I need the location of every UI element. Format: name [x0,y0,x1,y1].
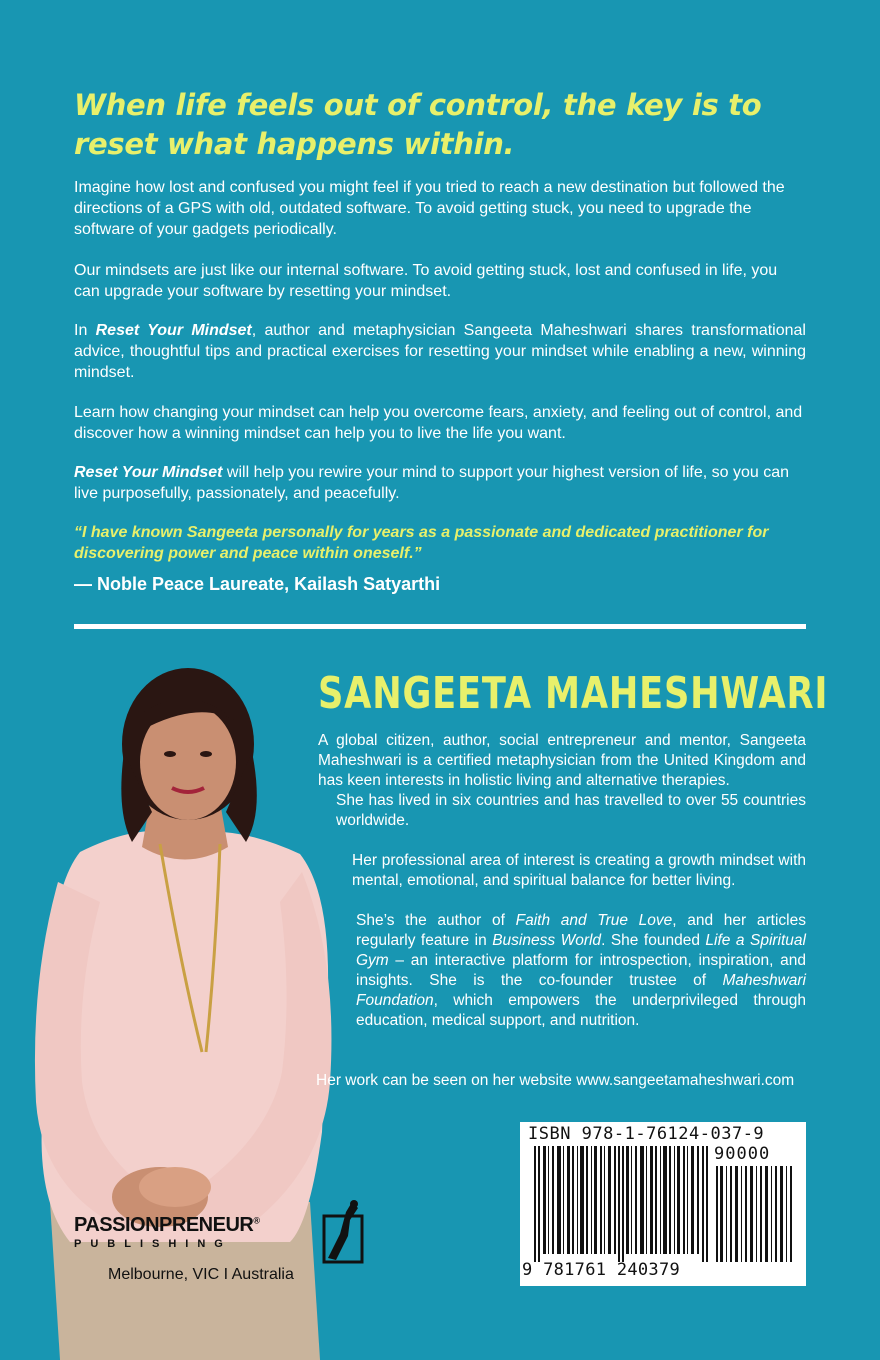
paragraph-mindset-software: Our mindsets are just like our internal software. To avoid getting stuck, lost and confused in life, you can upgrade your software by resetting your mindset. [74,262,778,300]
book-title: Faith and True Love [515,912,673,929]
bio-text: . She founded [601,932,706,949]
bio-text: – an interactive platform for introspection, inspiration, and insights. She is the co-founder trustee of [356,952,806,989]
price-barcode-bars [716,1166,796,1262]
publisher-sub: PUBLISHING [74,1238,232,1250]
price-code: 90000 [714,1144,771,1164]
publisher-location: Melbourne, VIC I Australia [108,1266,294,1283]
book-title: Reset Your Mindset [95,322,252,339]
publisher-name-text: PASSIONPRENEUR [74,1214,254,1236]
publication-name: Business World [492,932,602,949]
author-bio-interest: Her professional area of interest is creating a growth mindset with mental, emotional, and spiritual balance for better living. [352,852,806,889]
paragraph-rewire [74,462,806,504]
paragraph-learn: Learn how changing your mindset can help you overcome fears, anxiety, and feeling out of control, and discover how a winning mindset can help you to live the life you want. [74,404,803,442]
bio-text: , which empowers the underprivileged through education, medical support, and nutrition. [356,992,806,1029]
ean-number: 9 781761 240379 [522,1260,681,1280]
bio-text: She’s the author of [356,912,516,929]
endorsement-quote: “I have known Sangeeta personally for years as a passionate and dedicated practitioner for discovering power and peace within oneself.” [74,524,769,562]
registered-mark: ® [253,1215,260,1226]
isbn-number: ISBN 978-1-76124-037-9 [528,1124,765,1144]
platform-name: Life a Spiritual Gym [356,932,806,969]
paragraph-gps: Imagine how lost and confused you might feel if you tried to reach a new destination but followed the directions of a GPS with old, outdated software. To avoid getting stuck, you need to upgrade the software of your gadgets periodically. [74,179,785,238]
section-divider [74,624,806,629]
headline: When life feels out of control, the key is to reset what happens within. [74,88,762,161]
leaping-figure-icon [318,1198,366,1266]
barcode-bars [534,1146,710,1262]
endorsement-attribution: — Noble Peace Laureate, Kailash Satyarthi [74,574,441,594]
para-text: will help you rewire your mind to support your highest version of life, so you can live purposefully, passionately, and peacefully. [74,464,789,502]
publisher-name [74,1214,259,1237]
author-bio-travel: She has lived in six countries and has travelled to over 55 countries worldwide. [336,792,806,829]
book-title: Reset Your Mindset [74,464,223,481]
author-bio-intro: A global citizen, author, social entrepreneur and mentor, Sangeeta Maheshwari is a certified metaphysician from the United Kingdom and has keen interests in holistic living and alternative therapies. [318,732,806,789]
isbn-barcode [520,1122,806,1286]
author-website: Her work can be seen on her website www.sangeetamaheshwari.com [316,1072,795,1089]
paragraph-book-intro [74,320,806,383]
publisher-logo [74,1198,374,1293]
para-text: , author and metaphysician Sangeeta Maheshwari shares transformational advice, thoughtful tips and practical exercises for resetting your mindset while enabling a new, winning mindset. [74,322,806,381]
author-name: SANGEETA MAHESHWARI [318,668,829,719]
para-text: In [74,322,96,339]
bio-text: , and her articles regularly feature in [356,912,806,949]
author-bio-works [356,911,806,1031]
foundation-name: Maheshwari Foundation [356,972,806,1009]
